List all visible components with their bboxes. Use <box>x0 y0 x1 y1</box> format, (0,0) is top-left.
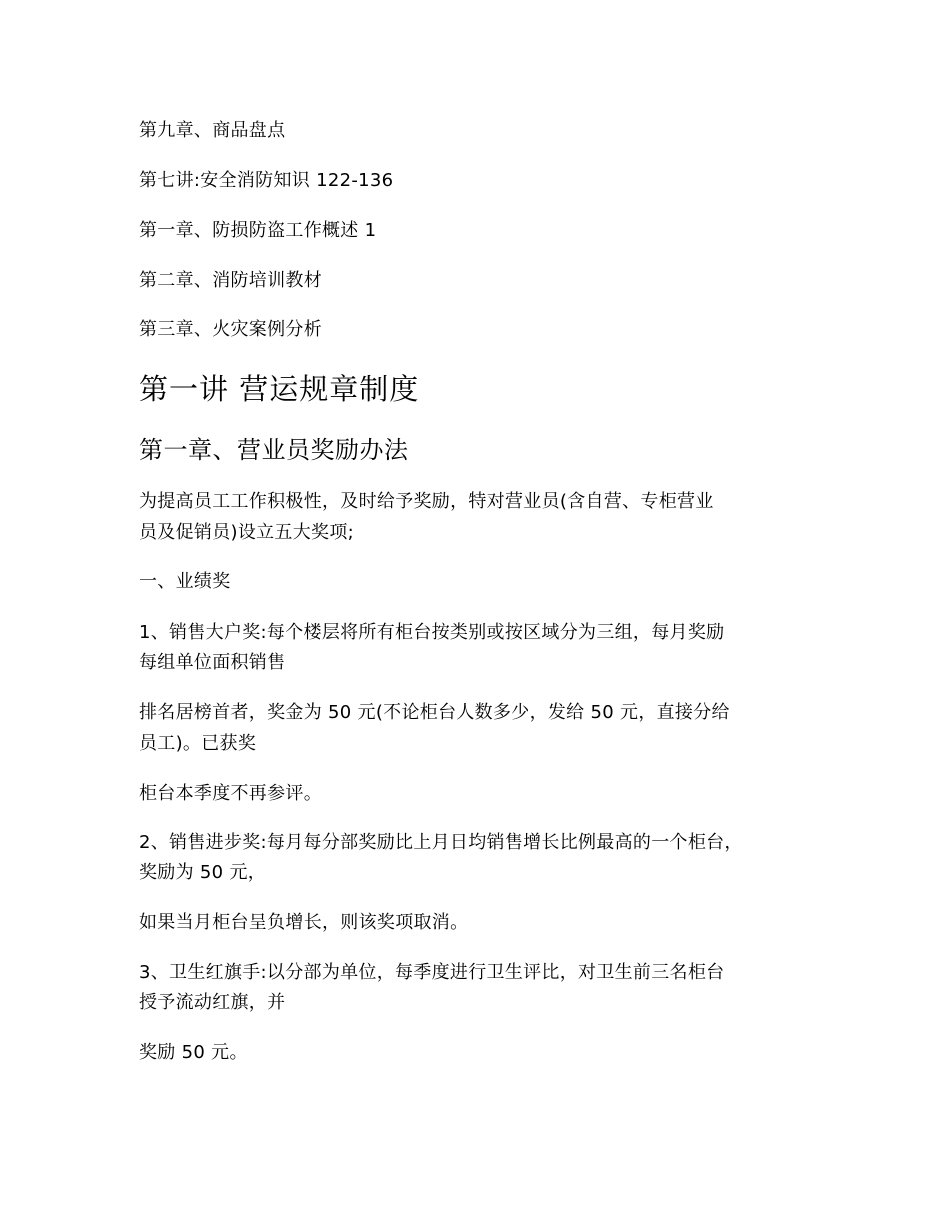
paragraph-line: 每组单位面积销售 <box>139 652 286 673</box>
paragraph-line: 奖励 50 元。 <box>139 1042 248 1063</box>
toc-entry: 第一章、防损防盗工作概述 1 <box>139 220 377 241</box>
paragraph-line: 授予流动红旗，并 <box>139 992 286 1013</box>
paragraph-line: 柜台本季度不再参评。 <box>139 783 322 804</box>
paragraph-line: 员及促销员)设立五大奖项; <box>139 522 354 543</box>
toc-entry: 第九章、商品盘点 <box>139 120 286 141</box>
paragraph-line: 1、销售大户奖:每个楼层将所有柜台按类别或按区域分为三组，每月奖励 <box>139 622 725 643</box>
toc-entry: 第二章、消防培训教材 <box>139 270 322 291</box>
section-title: 第一讲 营运规章制度 <box>139 372 420 406</box>
item-heading: 一、业绩奖 <box>139 571 231 592</box>
paragraph-line: 奖励为 50 元， <box>139 862 267 883</box>
paragraph-line: 排名居榜首者，奖金为 50 元(不论柜台人数多少，发给 50 元，直接分给 <box>139 702 730 723</box>
chapter-title: 第一章、营业员奖励办法 <box>139 436 409 464</box>
paragraph-line: 如果当月柜台呈负增长，则该奖项取消。 <box>139 912 469 933</box>
toc-entry: 第三章、火灾案例分析 <box>139 319 322 340</box>
paragraph-line: 为提高员工工作积极性，及时给予奖励，特对营业员(含自营、专柜营业 <box>139 491 714 512</box>
toc-entry: 第七讲:安全消防知识 122-136 <box>139 170 394 191</box>
paragraph-line: 员工)。已获奖 <box>139 733 257 754</box>
paragraph-line: 2、销售进步奖:每月每分部奖励比上月日均销售增长比例最高的一个柜台， <box>139 832 743 853</box>
paragraph-line: 3、卫生红旗手:以分部为单位，每季度进行卫生评比，对卫生前三名柜台 <box>139 962 725 983</box>
